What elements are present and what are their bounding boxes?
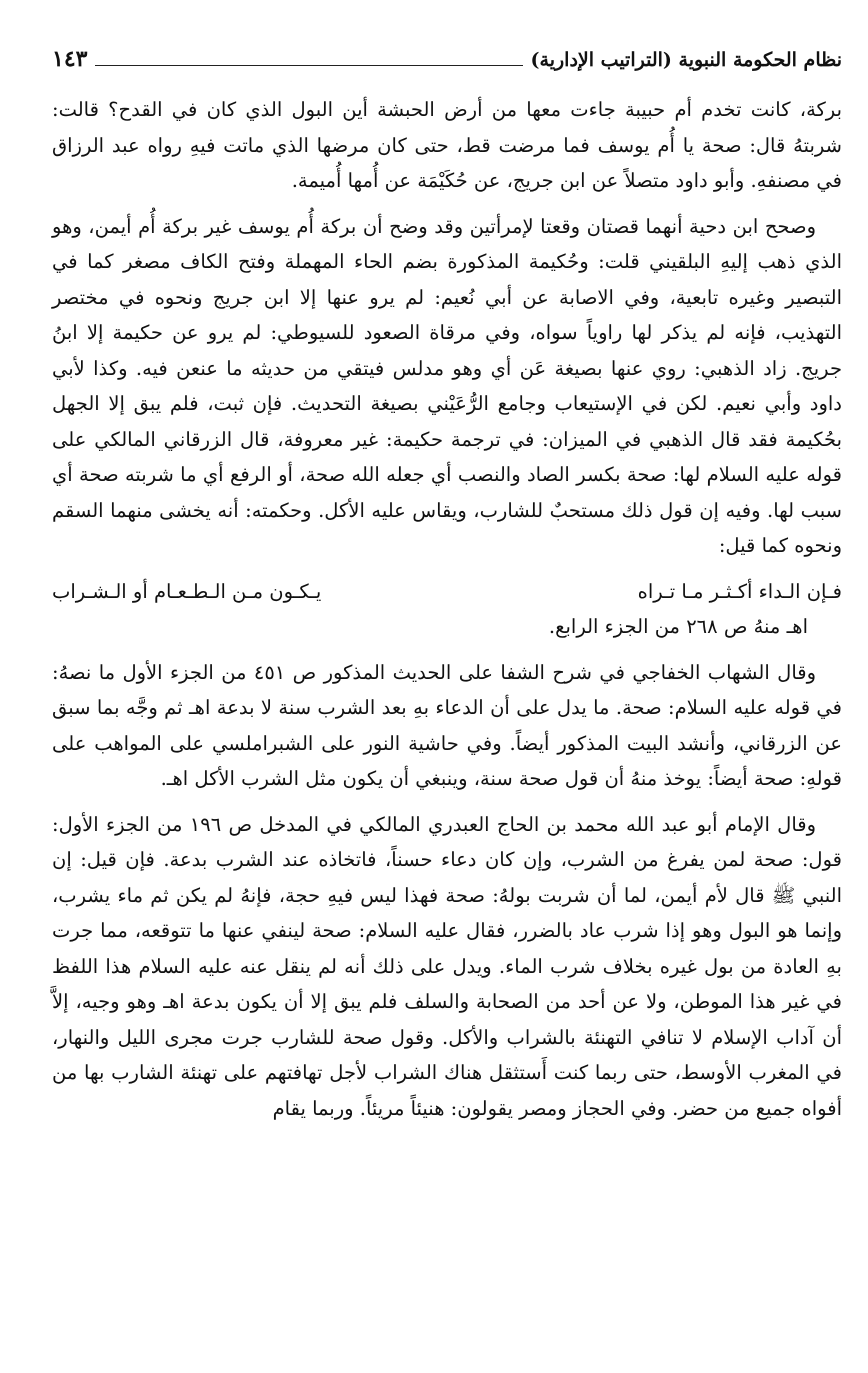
paragraph: بركة، كانت تخدم أم حبيبة جاءت معها من أرض الحبشة أين البول الذي كان في القدح؟ قالت: شربتهُ قال: صحة يا أُم يوسف فما مرضت قط، حتى كان مرضها الذي ماتت فيهِ رواه عبد الرزاق في مصنفهِ. وأبو داود متصلاً عن ابن جريج، عن حُكَيْمَة عن أُمها أُميمة. [52,98,842,192]
book-page [52,36,842,1136]
page-number: ١٤٣ [52,46,88,72]
running-header [52,36,842,70]
running-title: نظام الحكومة النبوية (التراتيب الإدارية) [530,49,842,71]
verse-second-hemistich: يـكـون مـن الـطـعـام أو الـشـراب [52,579,322,603]
verse-first-hemistich: فـإن الـداء أكـثـر مـا تـراه [637,579,842,603]
paragraph: وقال الإمام أبو عبد الله محمد بن الحاج العبدري المالكي في المدخل ص ١٩٦ من الجزء الأول: قول: صحة لمن يفرغ من الشرب، وإن كان دعاء حسناً، فاتخاذه عند الشرب بدعة. فإن قيل: إن النبي ﷺ قال لأم أيمن، لما أن شربت بولهُ: صحة فهذا ليس فيهِ حجة، فإنهُ لم يكن ثم ماء يشرب، وإنما هو البول وهو إذا شرب عاد بالضرر، فقال عليه السلام: صحة لينفي عنها ما تتوقعه، مما جرت بهِ العادة من بول غيره بخلاف شرب الماء. ويدل على ذلك أنه لم ينقل عنه عليه السلام هذا اللفظ في غير هذا الموطن، ولا عن أحد من الصحابة والسلف فلم يبق إلا أن يكون بدعة اهـ وهو وجيه، إلاَّ أن آداب الإسلام لا تنافي التهنئة بالشراب والأكل. وقول صحة للشارب جرت مجرى الليل والنهار، في المغرب الأوسط، حتى ربما كنت أَستثقل هناك الشراب لأجل تهافتهم على تهنئة الشارب بها من أفواه جميع من حضر. وفي الحجاز ومصر يقولون: هنيئاً مريئاً. وربما يقام [52,812,842,1120]
header-rule [95,65,522,66]
poetry-verse [52,574,842,610]
paragraph: وقال الشهاب الخفاجي في شرح الشفا على الحديث المذكور ص ٤٥١ من الجزء الأول ما نصهُ: في قوله عليه السلام: صحة. ما يدل على أن الدعاء بهِ بعد الشرب سنة لا بدعة اهـ ثم وجَّه بما سبق عن الزرقاني، وأنشد البيت المذكور أيضاً. وفي حاشية النور على الشبراملسي على المواهب على قولهِ: صحة أيضاً: يوخذ منهُ أن قول صحة سنة، وينبغي أن يكون مثل الشرب الأكل اهـ. [52,660,842,790]
paragraph: وصحح ابن دحية أنهما قصتان وقعتا لإمرأتين وقد وضح أن بركة أُم يوسف غير بركة أُم أيمن، وهو الذي ذهب إليهِ البلقيني قلت: وحُكيمة المذكورة بضم الحاء المهملة وفتح الكاف مصغر كما في التبصير وغيره تابعية، وفي الاصابة عن أبي نُعيم: لم يرو عنها إلا ابن جريج ونحوه في مختصر التهذيب، فإنه لم يذكر لها راوياً سواه، وفي مرقاة الصعود للسيوطي: لم يرو عن حكيمة إلا ابنُ جريج. زاد الذهبي: روي عنها بصيغة عَن أي وهو مدلس فيتقي من حديثه ما عنعن فيه. وكذا لأبي داود وأبي نعيم. لكن في الإستيعاب وجامع الرُّعَيْني بصيغة التحديث. فإن ثبت، فلم يبق إلا الجهل بحُكيمة فقد قال الذهبي في الميزان: في ترجمة حكيمة: غير معروفة، قال الزرقاني المالكي على قوله عليه السلام لها: صحة بكسر الصاد والنصب أي جعله الله صحة، أو الرفع أي ما شربته صحة أي سبب لها. وفيه إن قول ذلك مستحبٌ للشارب، ويقاس عليه الأكل. وحكمته: أنه يخشى منهما السقم ونحوه كما قيل: [52,214,842,557]
body-text [52,92,842,1126]
citation-note: اهـ منهُ ص ٢٦٨ من الجزء الرابع. [548,615,808,638]
